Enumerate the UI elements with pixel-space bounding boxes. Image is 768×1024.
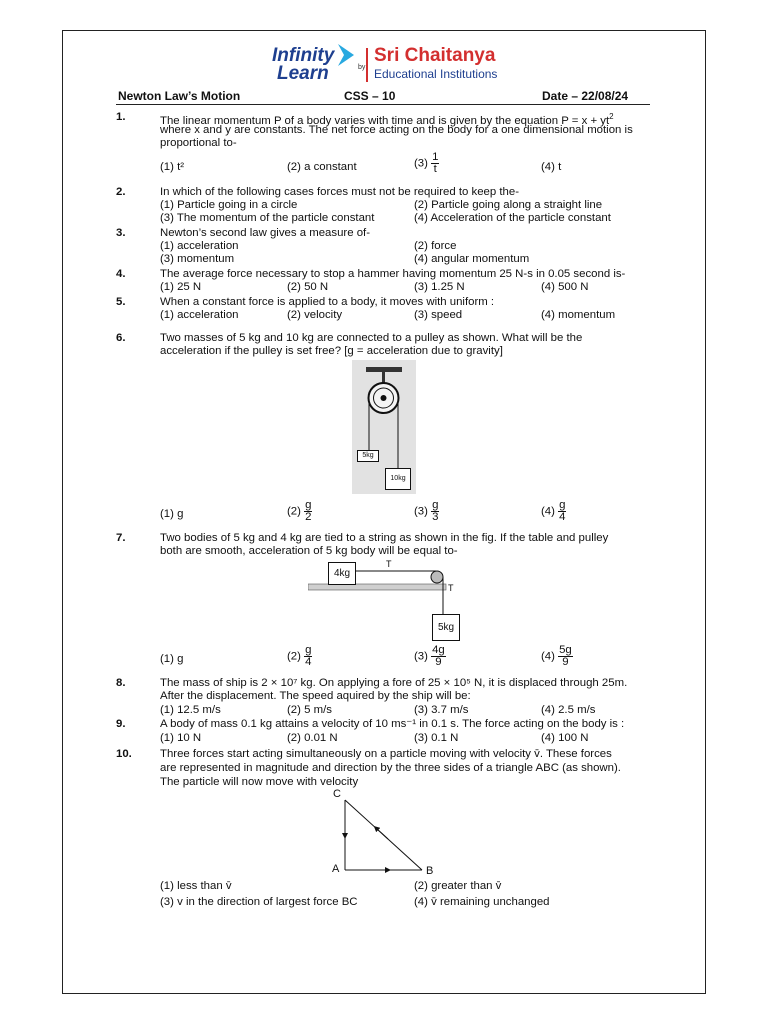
- question-7-line-1: Two bodies of 5 kg and 4 kg are tied to a string as shown in the fig. If the table and pulley: [160, 532, 609, 544]
- question-8-option-2: (2) 5 m/s: [287, 704, 332, 716]
- question-4-option-2: (2) 50 N: [287, 281, 329, 293]
- question-9-option-3: (3) 0.1 N: [414, 732, 459, 744]
- question-1-line-2: where x and y are constants. The net force acting on the body for a one dimensional motion is: [160, 124, 633, 136]
- question-4-line-1: The average force necessary to stop a hammer having momentum 25 N-s in 0.05 second is-: [160, 268, 626, 280]
- question-3-line-1: Newton’s second law gives a measure of-: [160, 227, 370, 239]
- question-6-option-1: (1) g: [160, 508, 184, 520]
- question-1-option-3: (3) $\frac{1}{t}$: [414, 151, 439, 175]
- question-2-option-4: (4) Acceleration of the particle constant: [414, 212, 611, 224]
- question-1-option-2: (2) a constant: [287, 161, 357, 173]
- question-1-option-4: (4) t: [541, 161, 562, 173]
- logo-divider: [366, 48, 368, 82]
- question-2-line-1: In which of the following cases forces must not be required to keep the-: [160, 186, 519, 198]
- logo-infinity-text: Infinity: [272, 45, 335, 66]
- question-1-number: 1.: [116, 111, 126, 123]
- question-8-option-3: (3) 3.7 m/s: [414, 704, 469, 716]
- question-6-option-4: (4) $\frac{g}{4}$: [541, 499, 566, 523]
- question-4-option-4: (4) 500 N: [541, 281, 589, 293]
- vertex-c-label: C: [333, 788, 341, 800]
- question-9-option-4: (4) 100 N: [541, 732, 589, 744]
- question-10-option-3: (3) v in the direction of largest force BC: [160, 896, 358, 908]
- question-2-option-3: (3) The momentum of the particle constant: [160, 212, 375, 224]
- mass-5kg-label: 5kg: [357, 450, 379, 462]
- question-8-line-1: The mass of ship is 2 × 10⁷ kg. On applying a fore of 25 × 10⁵ N, it is displaced through 25m.: [160, 677, 628, 689]
- question-7-option-2: (2) $\frac{g}{4}$: [287, 644, 312, 668]
- question-6-line-2: acceleration if the pulley is set free? [g = acceleration due to gravity]: [160, 345, 503, 357]
- logo-arrow-icon: [336, 42, 356, 68]
- vertex-a-label: A: [332, 863, 340, 875]
- question-3-option-3: (3) momentum: [160, 253, 235, 265]
- question-7-option-3: (3) $\frac{4g}{9}$: [414, 644, 445, 668]
- question-2-option-1: (1) Particle going in a circle: [160, 199, 298, 211]
- question-10-option-2: (2) greater than v̄: [414, 880, 502, 892]
- question-2-option-2: (2) Particle going along a straight line: [414, 199, 603, 211]
- block-5kg-label: 5kg: [432, 614, 460, 641]
- question-6-number: 6.: [116, 332, 126, 344]
- question-9-option-1: (1) 10 N: [160, 732, 202, 744]
- logo-institutions-text: Educational Institutions: [374, 67, 498, 81]
- question-3-number: 3.: [116, 227, 126, 239]
- question-10-number: 10.: [116, 748, 132, 760]
- test-code: CSS – 10: [344, 89, 396, 103]
- pulley-diagram: [352, 360, 416, 494]
- question-4-option-1: (1) 25 N: [160, 281, 202, 293]
- table-pulley-diagram: [308, 558, 468, 642]
- tension-label-vertical: T: [448, 583, 454, 593]
- question-4-option-3: (3) 1.25 N: [414, 281, 465, 293]
- mass-10kg-label: 10kg: [385, 468, 411, 490]
- question-8-number: 8.: [116, 677, 126, 689]
- question-3-option-1: (1) acceleration: [160, 240, 239, 252]
- tension-label-horizontal: T: [386, 559, 392, 569]
- question-10-option-4: (4) v̄ remaining unchanged: [414, 896, 550, 908]
- question-7-number: 7.: [116, 532, 126, 544]
- test-date: Date – 22/08/24: [542, 89, 629, 103]
- question-7-option-4: (4) $\frac{5g}{9}$: [541, 644, 572, 668]
- question-8-line-2: After the displacement. The speed aquired by the ship will be:: [160, 690, 471, 702]
- question-8-option-1: (1) 12.5 m/s: [160, 704, 221, 716]
- question-3-option-2: (2) force: [414, 240, 457, 252]
- topic-title: Newton Law’s Motion: [118, 89, 241, 103]
- question-5-number: 5.: [116, 296, 126, 308]
- question-9-number: 9.: [116, 718, 126, 730]
- question-3-option-4: (4) angular momentum: [414, 253, 530, 265]
- block-4kg-label: 4kg: [328, 562, 356, 585]
- question-1-line-3: proportional to-: [160, 137, 237, 149]
- question-5-line-1: When a constant force is applied to a body, it moves with uniform :: [160, 296, 495, 308]
- question-4-number: 4.: [116, 268, 126, 280]
- question-8-option-4: (4) 2.5 m/s: [541, 704, 596, 716]
- question-7-line-2: both are smooth, acceleration of 5 kg body will be equal to-: [160, 545, 458, 557]
- question-5-option-3: (3) speed: [414, 309, 463, 321]
- triangle-abc-diagram: [330, 788, 440, 878]
- vertex-b-label: B: [426, 865, 434, 877]
- question-6-line-1: Two masses of 5 kg and 10 kg are connected to a pulley as shown. What will be the: [160, 332, 583, 344]
- logo-sri-chaitanya-text: Sri Chaitanya: [374, 45, 496, 66]
- question-9-option-2: (2) 0.01 N: [287, 732, 338, 744]
- logo-learn-text: Learn: [277, 63, 329, 84]
- question-7-option-1: (1) g: [160, 653, 184, 665]
- question-10-line-3: The particle will now move with velocity: [160, 776, 359, 788]
- question-9-line-1: A body of mass 0.1 kg attains a velocity of 10 ms⁻¹ in 0.1 s. The force acting on the body is :: [160, 718, 625, 730]
- question-6-option-3: (3) $\frac{g}{3}$: [414, 499, 439, 523]
- question-5-option-4: (4) momentum: [541, 309, 616, 321]
- question-1-line-1: The linear momentum P of a body varies with time and is given by the equation $P = x + yt^2$: [160, 112, 614, 127]
- logo-by-text: by: [358, 64, 366, 71]
- question-6-option-2: (2) $\frac{g}{2}$: [287, 499, 312, 523]
- question-10-option-1: (1) less than v̄: [160, 880, 232, 892]
- header-rule: [116, 104, 650, 105]
- question-10-line-1: Three forces start acting simultaneously on a particle moving with velocity v̄. These forces: [160, 748, 612, 760]
- question-5-option-2: (2) velocity: [287, 309, 343, 321]
- question-10-line-2: are represented in magnitude and direction by the three sides of a triangle ABC (as shown).: [160, 762, 621, 774]
- question-1-option-1: (1) t²: [160, 161, 185, 173]
- question-5-option-1: (1) acceleration: [160, 309, 239, 321]
- question-2-number: 2.: [116, 186, 126, 198]
